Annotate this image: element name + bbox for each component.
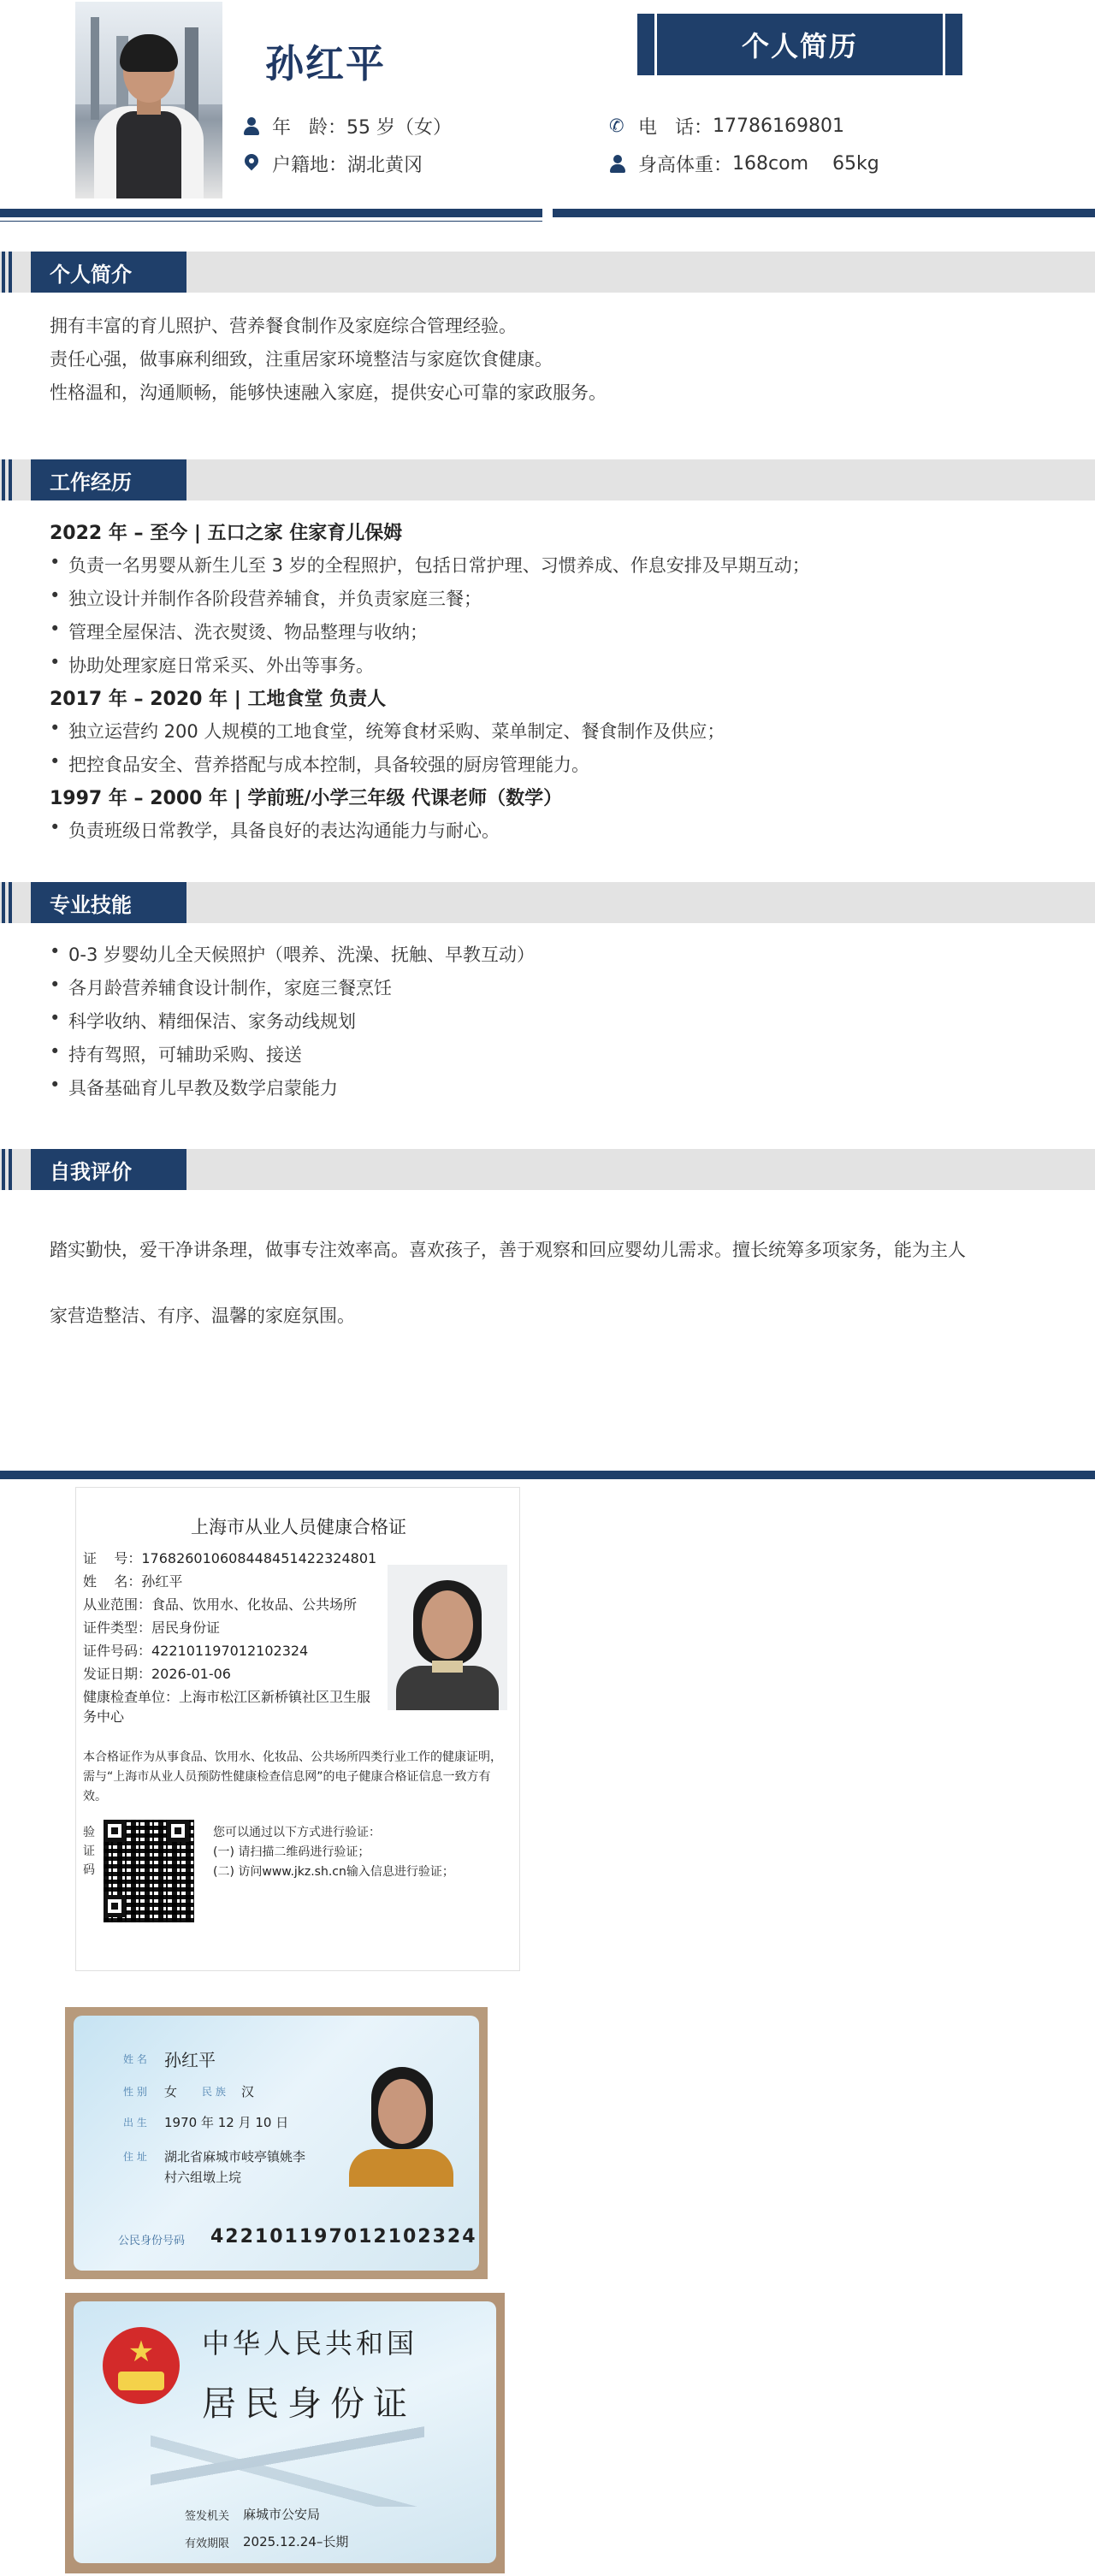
id-ethnic: 汉 xyxy=(241,2084,255,2099)
cert-row: 证件号码：422101197012102324 xyxy=(83,1643,309,1659)
age-label: 年 龄： xyxy=(272,116,346,139)
intro-line: 责任心强，做事麻利细致，注重居家环境整洁与家庭饮食健康。 xyxy=(50,349,553,370)
hometown-row xyxy=(243,151,423,176)
age-value: 55 岁（女） xyxy=(346,116,452,139)
cert-row: 健康检查单位：上海市松江区新桥镇社区卫生服 xyxy=(83,1689,371,1705)
card-name: 居民身份证 xyxy=(202,2384,416,2424)
body-label: 身高体重： xyxy=(638,154,733,176)
person-icon xyxy=(243,116,260,135)
hometown-value: 湖北黄冈 xyxy=(347,154,423,176)
person-name: 孙红平 xyxy=(265,41,387,86)
hometown-label: 户籍地： xyxy=(272,154,348,176)
section-marker xyxy=(0,882,19,923)
person-icon xyxy=(609,154,626,173)
id-number: 422101197012102324 xyxy=(210,2226,477,2247)
id-name-label: 姓 名 xyxy=(123,2053,147,2065)
cert-row: 发证日期：2026-01-06 xyxy=(83,1666,231,1682)
profile-photo xyxy=(75,2,222,198)
header-divider-thin xyxy=(0,221,542,222)
self-line: 家营造整洁、有序、温馨的家庭氛围。 xyxy=(50,1306,355,1326)
body-row xyxy=(609,151,879,176)
intro-text xyxy=(50,310,607,410)
self-evaluation-text xyxy=(50,1217,966,1349)
section-marker xyxy=(0,1149,19,1190)
phone-row xyxy=(609,113,844,139)
job-bullet: • 把控食品安全、营养搭配与成本控制，具备较强的厨房管理能力。 xyxy=(50,751,589,775)
age-row xyxy=(243,113,452,139)
certificate-photo xyxy=(388,1565,507,1710)
cert-row: 从业范围：食品、饮用水、化妆品、公共场所 xyxy=(83,1596,358,1613)
id-address-label: 住 址 xyxy=(123,2151,147,2163)
id-address-line: 村六组墩上垸 xyxy=(164,2170,242,2185)
phone-label: 电 话： xyxy=(638,116,713,139)
resume-title: 个人简历 xyxy=(741,30,858,62)
cert-row: 证件类型：居民身份证 xyxy=(83,1620,221,1636)
skill-item: • 0-3 岁婴幼儿全天候照护（喂养、洗澡、抚触、早教互动） xyxy=(50,941,535,965)
intro-line: 拥有丰富的育儿照护、营养餐食制作及家庭综合管理经验。 xyxy=(50,316,517,336)
body-value: 168com 65kg xyxy=(732,152,879,175)
id-sex-label: 性 别 xyxy=(123,2086,147,2098)
id-photo xyxy=(346,2060,457,2187)
section-marker xyxy=(0,252,19,293)
id-card-back xyxy=(74,2301,496,2563)
location-pin-icon xyxy=(243,154,260,173)
verify-instructions: 您可以通过以下方式进行验证： (一) 请扫描二维码进行验证； (二) 访问www.jkz.sh.cn输入信息进行验证； xyxy=(213,1826,454,1879)
section-marker xyxy=(0,459,19,500)
job-heading: 2017 年 – 2020 年 | 工地食堂 负责人 xyxy=(50,689,387,710)
authority: 麻城市公安局 xyxy=(243,2507,321,2522)
skill-item: • 科学收纳、精细保洁、家务动线规划 xyxy=(50,1008,356,1032)
intro-line: 性格温和，沟通顺畅，能够快速融入家庭，提供安心可靠的家政服务。 xyxy=(50,382,607,403)
skill-item: • 持有驾照，可辅助采购、接送 xyxy=(50,1041,302,1065)
cert-row: 务中心 xyxy=(83,1708,125,1725)
job-heading: 2022 年 – 至今 | 五口之家 住家育儿保姆 xyxy=(50,523,403,544)
health-certificate xyxy=(75,1487,520,1971)
job-bullet: • 独立设计并制作各阶段营养辅食，并负责家庭三餐； xyxy=(50,585,482,609)
id-birth-label: 出 生 xyxy=(123,2117,147,2129)
resume-title-box xyxy=(637,14,962,75)
id-address-line: 湖北省麻城市岐亭镇姚李 xyxy=(164,2149,306,2164)
phone-icon: ✆ xyxy=(609,115,624,136)
certificate-note: 本合格证作为从事食品、饮用水、化妆品、公共场所四类行业工作的健康证明，需与“上海市从业人员预防性健康检查信息网”的电子健康合格证信息一致方有效。 xyxy=(83,1750,502,1803)
section-title-self: 自我评价 xyxy=(31,1149,186,1190)
job-bullet: • 协助处理家庭日常采买、外出等事务。 xyxy=(50,652,374,676)
national-emblem-icon xyxy=(103,2327,180,2404)
validity-label: 有效期限 xyxy=(185,2538,230,2550)
self-line: 踏实勤快，爱干净讲条理，做事专注效率高。喜欢孩子，善于观察和回应婴幼儿需求。擅长统筹多项家务，能为主人 xyxy=(50,1240,966,1260)
certificate-title: 上海市从业人员健康合格证 xyxy=(191,1517,406,1537)
job-heading: 1997 年 – 2000 年 | 学前班/小学三年级 代课老师（数学） xyxy=(50,788,563,809)
great-wall-icon xyxy=(151,2421,424,2507)
page-divider xyxy=(0,1471,1095,1479)
phone-value: 17786169801 xyxy=(712,115,844,137)
section-title-skills: 专业技能 xyxy=(31,882,186,923)
country-name: 中华人民共和国 xyxy=(202,2327,418,2360)
header-divider-left xyxy=(0,209,542,217)
id-ethnic-label: 民 族 xyxy=(202,2086,226,2098)
header-divider-right xyxy=(553,209,1095,217)
authority-label: 签发机关 xyxy=(185,2510,230,2523)
job-bullet: • 负责一名男婴从新生儿至 3 岁的全程照护，包括日常护理、习惯养成、作息安排及早期互动； xyxy=(50,552,810,576)
job-bullet: • 负责班级日常教学，具备良好的表达沟通能力与耐心。 xyxy=(50,817,500,841)
section-title-intro: 个人简介 xyxy=(31,252,186,293)
cert-row: 姓 名：孙红平 xyxy=(83,1573,183,1590)
cert-row: 证 号：1768260106084484514223248​01 xyxy=(83,1550,377,1566)
qr-code[interactable] xyxy=(104,1820,194,1922)
skill-item: • 具备基础育儿早教及数学启蒙能力 xyxy=(50,1075,338,1099)
id-sex: 女 xyxy=(164,2084,178,2099)
validity: 2025.12.24–长期 xyxy=(243,2534,349,2549)
verify-code-label: 验证码 xyxy=(83,1826,95,1877)
id-number-label: 公民身份号码 xyxy=(118,2235,186,2247)
job-bullet: • 独立运营约 200 人规模的工地食堂，统筹食材采购、菜单制定、餐食制作及供应； xyxy=(50,718,725,742)
job-bullet: • 管理全屋保洁、洗衣熨烫、物品整理与收纳； xyxy=(50,619,428,643)
skill-item: • 各月龄营养辅食设计制作，家庭三餐烹饪 xyxy=(50,974,392,998)
id-name: 孙红平 xyxy=(164,2050,216,2070)
id-birth: 1970 年 12 月 10 日 xyxy=(164,2115,289,2130)
section-title-work: 工作经历 xyxy=(31,459,186,500)
id-card-front xyxy=(74,2016,479,2271)
